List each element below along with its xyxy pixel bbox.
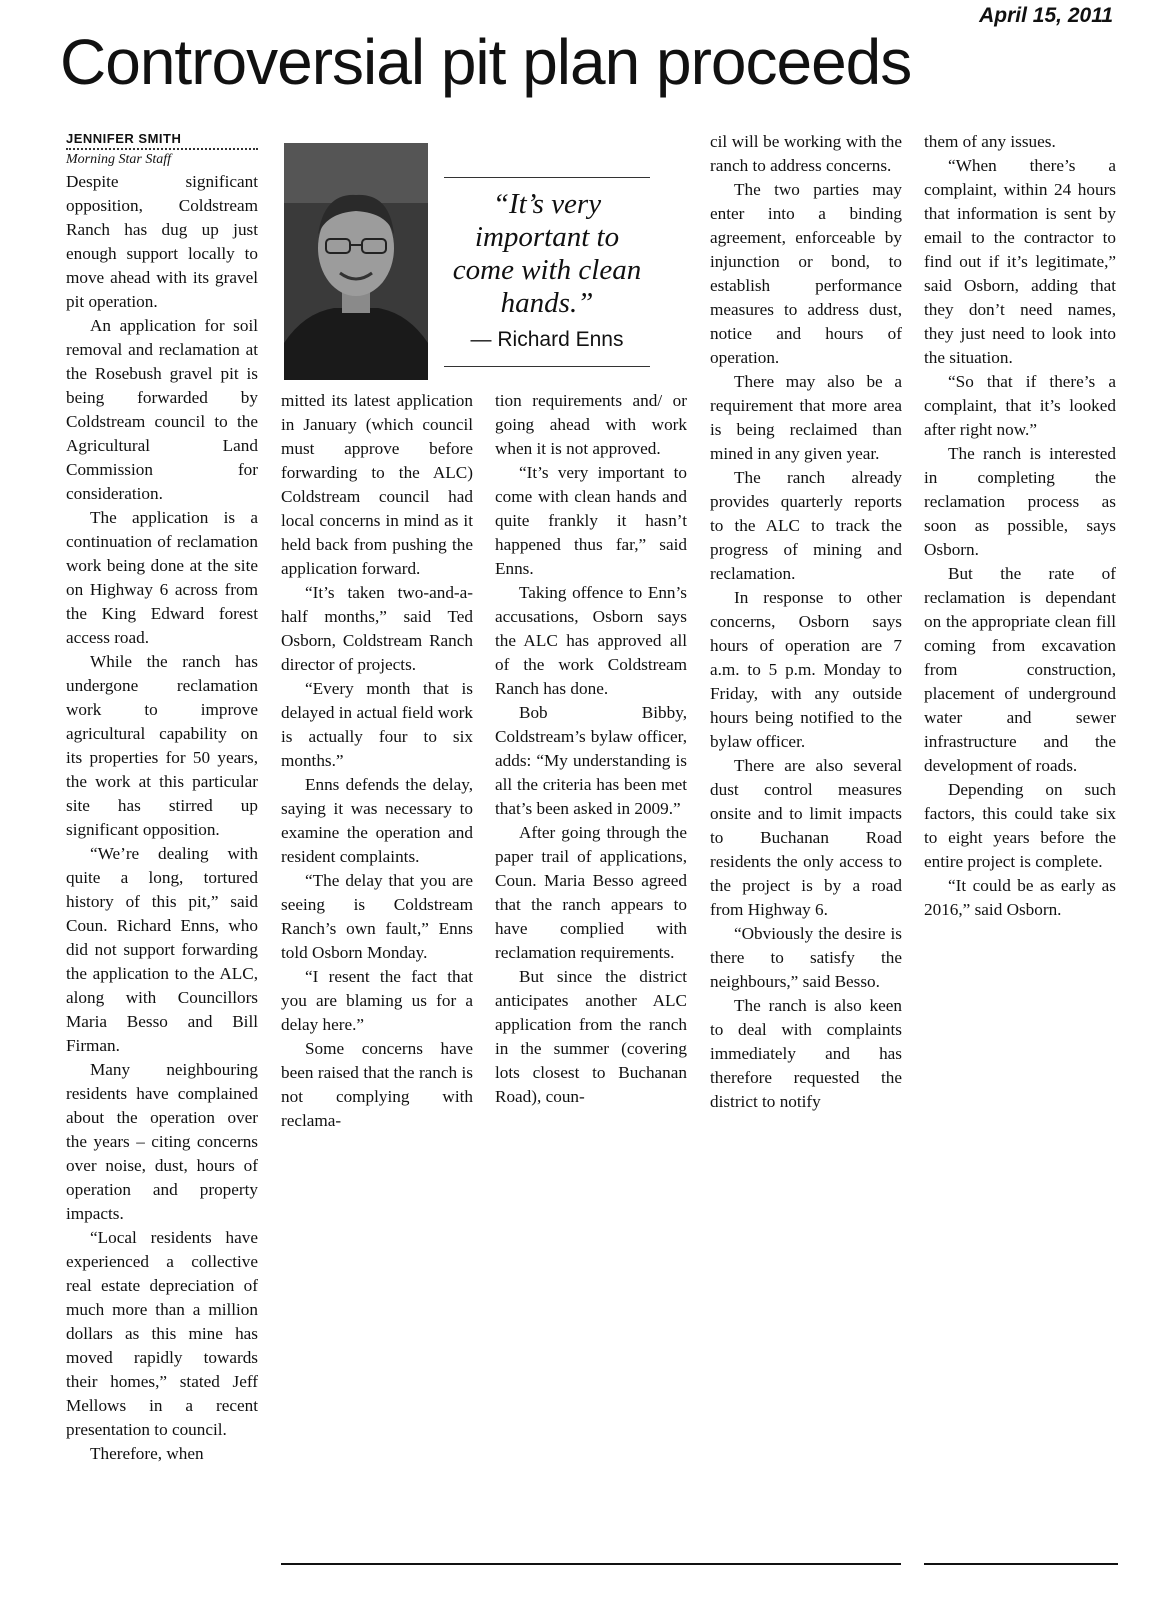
person-silhouette-icon [284, 143, 428, 380]
paragraph: “The delay that you are seeing is Coldstream Ranch’s own fault,” Enns told Osborn Monday. [281, 871, 473, 962]
paragraph: Enns defends the delay, saying it was necessary to examine the operation and resident complaints. [281, 775, 473, 866]
paragraph: cil will be working with the ranch to address concerns. [710, 132, 902, 175]
publication-date: April 15, 2011 [979, 4, 1113, 27]
paragraph: In response to other concerns, Osborn says hours of operation are 7 a.m. to 5 p.m. Monday to Friday, with any outside hours being notified to the bylaw officer. [710, 588, 902, 751]
pull-quote-text: “It’s very important to come with clean hands.” [452, 188, 642, 319]
paragraph: The two parties may enter into a binding agreement, enforceable by injunction or bond, to establish performance measures to address dust, notice and hours of operation. [710, 180, 902, 367]
paragraph: Depending on such factors, this could take six to eight years before the entire project is complete. [924, 780, 1116, 871]
paragraph: The ranch already provides quarterly reports to the ALC to track the progress of mining and reclamation. [710, 468, 902, 583]
byline-author: JENNIFER SMITH [66, 131, 258, 150]
bottom-divider [924, 1563, 1118, 1565]
paragraph: “Obviously the desire is there to satisfy the neighbours,” said Besso. [710, 924, 902, 991]
paragraph: But the rate of reclamation is dependant on the appropriate clean fill coming from excavation from construction, placement of underground water and sewer infrastructure and the development of roads. [924, 564, 1116, 775]
paragraph: Some concerns have been raised that the ranch is not complying with reclama- [281, 1039, 473, 1130]
paragraph: The application is a continuation of reclamation work being done at the site on Highway 6 across from the King Edward forest access road. [66, 508, 258, 647]
paragraph: “It could be as early as 2016,” said Osborn. [924, 876, 1116, 919]
paragraph: There are also several dust control measures onsite and to limit impacts to Buchanan Road residents the only access to the project is by a road from Highway 6. [710, 756, 902, 919]
byline-affiliation: Morning Star Staff [66, 152, 172, 167]
paragraph: While the ranch has undergone reclamation work to improve agricultural capability on its properties for 50 years, the work at this particular site has stirred up significant opposition. [66, 652, 258, 839]
paragraph: Taking offence to Enn’s accusations, Osborn says the ALC has approved all of the work Coldstream Ranch has done. [495, 583, 687, 698]
paragraph: “Every month that is delayed in actual field work is actually four to six months.” [281, 679, 473, 770]
paragraph: But since the district anticipates another ALC application from the ranch in the summer (covering lots closest to Buchanan Road), coun- [495, 967, 687, 1106]
paragraph: “Local residents have experienced a collective real estate depreciation of much more than a million dollars as this mine has moved rapidly towards their homes,” stated Jeff Mellows in a recent presentation to council. [66, 1228, 258, 1439]
paragraph: Therefore, when [90, 1444, 204, 1463]
bottom-divider [281, 1563, 901, 1565]
paragraph: After going through the paper trail of applications, Coun. Maria Besso agreed that the ranch appears to have complied with reclamation requirements. [495, 823, 687, 962]
article-column-1 [66, 170, 258, 1595]
paragraph: There may also be a requirement that more area is being reclaimed than mined in any given year. [710, 372, 902, 463]
paragraph: Bob Bibby, Coldstream’s bylaw officer, adds: “My understanding is all the criteria has been met that’s been asked in 2009.” [495, 703, 687, 818]
paragraph: “We’re dealing with quite a long, tortured history of this pit,” said Coun. Richard Enns, who did not support forwarding the application to the ALC, along with Councillors Maria Besso and Bill Firman. [66, 844, 258, 1055]
paragraph: “So that if there’s a complaint, that it’s looked after right now.” [924, 372, 1116, 439]
paragraph: The ranch is interested in completing the reclamation process as soon as possible, says Osborn. [924, 444, 1116, 559]
pull-quote [444, 177, 650, 367]
paragraph: An application for soil removal and reclamation at the Rosebush gravel pit is being forwarded by Coldstream council to the Agricultural Land Commission for consideration. [66, 316, 258, 503]
paragraph: “It’s very important to come with clean hands and quite frankly it hasn’t happened thus far,” said Enns. [495, 463, 687, 578]
article-column-5 [924, 130, 1116, 1510]
portrait-photo [284, 143, 428, 380]
article-column-2 [281, 389, 473, 1599]
paragraph: “I resent the fact that you are blaming us for a delay here.” [281, 967, 473, 1034]
paragraph: “It’s taken two-and-a-half months,” said Ted Osborn, Coldstream Ranch director of projects. [281, 583, 473, 674]
pull-quote-attribution: — Richard Enns [470, 328, 624, 351]
paragraph: them of any issues. [924, 132, 1056, 151]
paragraph: tion requirements and/ or going ahead with work when it is not approved. [495, 391, 687, 458]
paragraph: mitted its latest application in January (which council must approve before forwarding to the ALC) Coldstream council had local concerns in mind as it held back from pushing the application forward. [281, 391, 473, 578]
article-column-4 [710, 130, 902, 1510]
headline: Controversial pit plan proceeds [60, 26, 912, 98]
paragraph: “When there’s a complaint, within 24 hours that information is sent by email to the contractor to find out if it’s legitimate,” said Osborn, adding that they don’t need names, they just need to look into the situation. [924, 156, 1116, 367]
paragraph: The ranch is also keen to deal with complaints immediately and has therefore requested the district to notify [710, 996, 902, 1111]
paragraph: Despite significant opposition, Coldstream Ranch has dug up just enough support locally to move ahead with its gravel pit operation. [66, 172, 258, 311]
article-column-3 [495, 389, 687, 1599]
paragraph: Many neighbouring residents have complained about the operation over the years – citing concerns over noise, dust, hours of operation and property impacts. [66, 1060, 258, 1223]
